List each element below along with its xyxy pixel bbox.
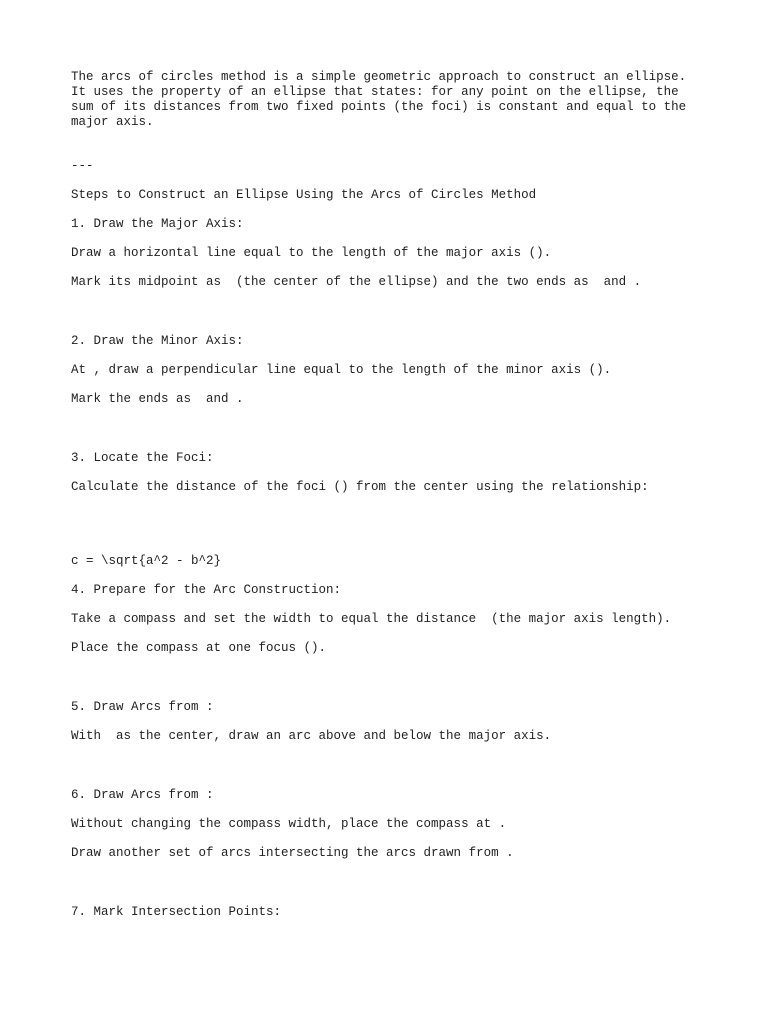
step-3-formula: c = \sqrt{a^2 - b^2}	[71, 554, 222, 568]
step-4-line-1: Take a compass and set the width to equal the distance (the major axis length).	[71, 612, 672, 626]
step-2-title: 2. Draw the Minor Axis:	[71, 334, 244, 348]
step-6-line-2: Draw another set of arcs intersecting the arcs drawn from .	[71, 846, 514, 860]
step-5-title: 5. Draw Arcs from :	[71, 700, 214, 714]
step-7-title: 7. Mark Intersection Points:	[71, 905, 282, 919]
step-6-line-1: Without changing the compass width, place the compass at .	[71, 817, 507, 831]
step-5-line-1: With as the center, draw an arc above and below the major axis.	[71, 729, 552, 743]
step-3-title: 3. Locate the Foci:	[71, 451, 214, 465]
step-6-title: 6. Draw Arcs from :	[71, 788, 214, 802]
step-2-line-2: Mark the ends as and .	[71, 392, 244, 406]
step-1-line-2: Mark its midpoint as (the center of the ellipse) and the two ends as and .	[71, 275, 642, 289]
step-3-line-1: Calculate the distance of the foci () from the center using the relationship:	[71, 480, 649, 494]
step-4-title: 4. Prepare for the Arc Construction:	[71, 583, 342, 597]
step-1-line-1: Draw a horizontal line equal to the length of the major axis ().	[71, 246, 552, 260]
step-1-title: 1. Draw the Major Axis:	[71, 217, 244, 231]
step-4-line-2: Place the compass at one focus ().	[71, 641, 327, 655]
document-heading: Steps to Construct an Ellipse Using the Arcs of Circles Method	[71, 188, 537, 202]
intro-paragraph: The arcs of circles method is a simple geometric approach to construct an ellipse. It uses the property of an ellipse that states: for any point on the ellipse, the sum of its distances from two fixed points (the foci) is constant and equal to the major axis.	[71, 70, 687, 129]
document-body	[71, 70, 701, 920]
separator: ---	[71, 159, 94, 173]
step-2-line-1: At , draw a perpendicular line equal to the length of the minor axis ().	[71, 363, 612, 377]
